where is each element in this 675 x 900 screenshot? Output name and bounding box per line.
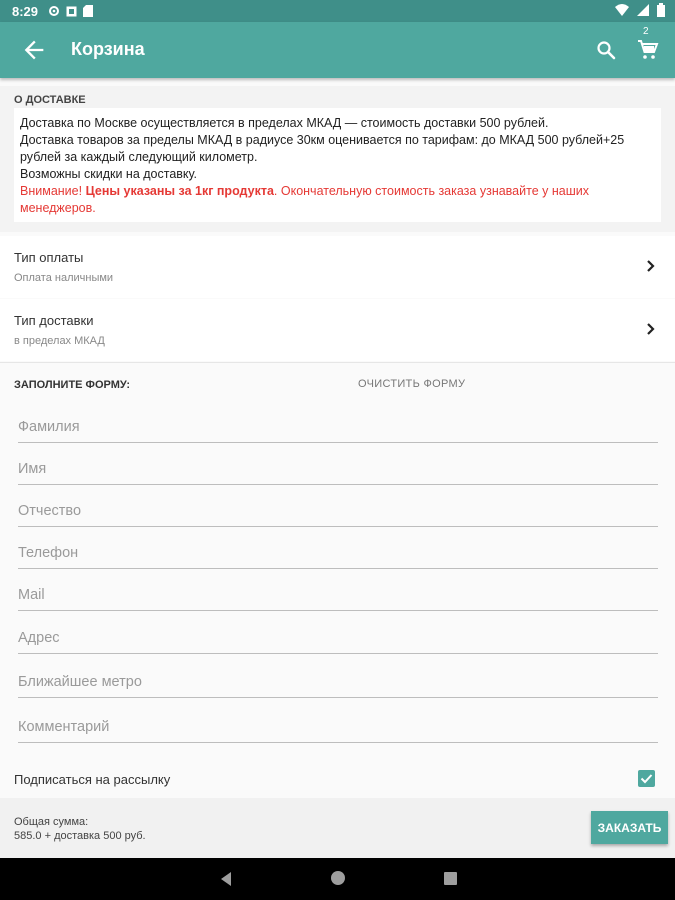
- comment-field[interactable]: [18, 712, 658, 743]
- clear-form-button[interactable]: ОЧИСТИТЬ ФОРМУ: [358, 378, 466, 390]
- cart-icon[interactable]: [636, 38, 660, 62]
- total-value: 585.0 + доставка 500 руб.: [14, 830, 146, 842]
- app-bar: [0, 22, 675, 78]
- warning-rest: . Окончательную стоимость заказа узнавайте у наших менеджеров.: [20, 184, 589, 215]
- delivery-warning: [20, 183, 655, 217]
- metro-field[interactable]: [18, 667, 658, 698]
- phone-field[interactable]: [18, 538, 658, 569]
- address-field[interactable]: [18, 623, 658, 654]
- divider: [0, 362, 675, 363]
- delivery-line-3: Возможны скидки на доставку.: [20, 167, 198, 181]
- wifi-icon: [615, 4, 629, 16]
- delivery-info-section: [0, 86, 675, 232]
- system-nav-bar: [0, 858, 675, 900]
- payment-type-row[interactable]: [0, 236, 675, 298]
- delivery-line-1: Доставка по Москве осуществляется в пределах МКАД — стоимость доставки 500 рублей.: [20, 116, 549, 130]
- warning-prefix: Внимание!: [20, 184, 83, 198]
- delivery-info-card: [14, 108, 661, 222]
- notification-icon: [66, 6, 77, 17]
- nav-back-icon[interactable]: [218, 871, 234, 887]
- payment-type-value: Оплата наличными: [14, 272, 114, 284]
- delivery-line-2: Доставка товаров за пределы МКАД в радиусе 30км оценивается по тарифам: до МКАД 500 рублей+25 рублей за каждый следующий километр.: [20, 133, 625, 164]
- subscribe-checkbox[interactable]: [638, 770, 655, 787]
- order-button[interactable]: ЗАКАЗАТЬ: [591, 811, 668, 844]
- signal-icon: [637, 4, 649, 16]
- back-arrow-icon[interactable]: [20, 36, 48, 64]
- total-label: Общая сумма:: [14, 816, 89, 828]
- status-time: 8:29: [12, 3, 39, 19]
- delivery-type-value: в пределах МКАД: [14, 335, 105, 347]
- surname-field[interactable]: [18, 412, 658, 443]
- email-field[interactable]: [18, 580, 658, 611]
- checkmark-icon: [638, 770, 655, 787]
- cart-badge: 2: [643, 26, 649, 37]
- delivery-type-row[interactable]: [0, 299, 675, 361]
- sd-card-icon: [83, 5, 93, 17]
- battery-icon: [657, 3, 665, 17]
- nav-recents-icon[interactable]: [444, 872, 457, 885]
- delivery-heading: О ДОСТАВКЕ: [14, 94, 86, 106]
- form-heading: ЗАПОЛНИТЕ ФОРМУ:: [14, 379, 131, 391]
- search-icon[interactable]: [594, 38, 618, 62]
- patronymic-field[interactable]: [18, 496, 658, 527]
- chevron-right-icon: [644, 256, 658, 276]
- status-bar: [0, 0, 675, 22]
- page-title: Корзина: [71, 39, 145, 59]
- warning-bold: Цены указаны за 1кг продукта: [85, 184, 274, 198]
- payment-type-title: Тип оплаты: [14, 250, 84, 265]
- subscribe-label: Подписаться на рассылку: [14, 772, 171, 787]
- name-field[interactable]: [18, 454, 658, 485]
- delivery-type-title: Тип доставки: [14, 313, 94, 328]
- nav-home-icon[interactable]: [331, 871, 345, 885]
- order-summary-bar: [0, 798, 675, 858]
- chevron-right-icon: [644, 319, 658, 339]
- settings-icon: [48, 5, 60, 17]
